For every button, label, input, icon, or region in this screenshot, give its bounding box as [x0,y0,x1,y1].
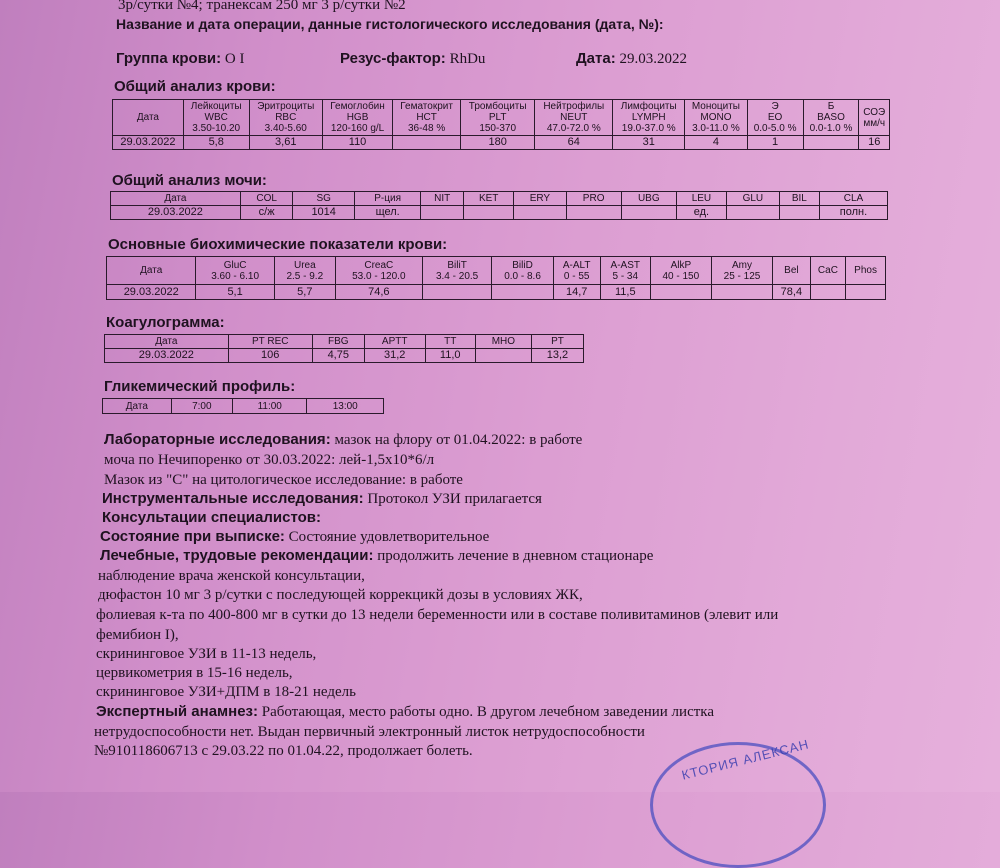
date-value: 29.03.2022 [619,51,687,67]
header-cell-line: Б [827,101,835,112]
data-cell [650,285,711,300]
data-cell: 11,0 [425,349,475,363]
header-cell-line: CreaC [364,259,394,271]
data-cell: 13,2 [531,349,583,363]
header-cell [492,257,553,285]
header-cell-line: СОЭ [863,106,886,118]
header-cell [364,335,425,349]
header-cell [779,192,819,206]
instr-label: Инструментальные исследования: [102,490,364,507]
data-cell [464,206,514,220]
data-cell [566,206,621,220]
header-cell [274,257,335,285]
header-cell [747,100,803,136]
header-cell-line: KET [478,193,499,204]
blood-group-row [116,50,244,68]
lab-value: мазок на флору от 01.04.2022: в работе [330,432,583,448]
data-cell: 180 [461,136,535,150]
header-cell-line: Гемоглобин [330,101,385,112]
data-cell: 5,1 [196,285,274,300]
header-cell-line: LYMPH [631,112,666,123]
rec-line-1 [100,547,653,565]
urine-table [110,191,888,220]
header-cell-line: 11:00 [257,400,282,412]
data-cell: 4,75 [312,349,364,363]
header-cell-line: 0.0-5.0 % [753,123,797,134]
header-cell-line: 47.0-72.0 % [546,123,601,134]
data-cell [803,136,859,150]
data-cell: с/ж [240,206,293,220]
header-cell [105,335,229,349]
biochem-title: Основные биохимические показатели крови: [108,236,448,253]
header-cell-line: 3.60 - 6.10 [211,270,259,282]
glycemic-table [102,398,384,414]
rec-label: Лечебные, трудовые рекомендации: [100,547,374,564]
header-cell [240,192,293,206]
header-cell [307,399,384,414]
header-cell [335,257,422,285]
data-cell: 29.03.2022 [113,136,184,150]
urine-data-row [111,206,888,220]
expert-line-2: нетрудоспособности нет. Выдан первичный электронный листок нетрудоспособности [94,724,645,740]
header-cell-line: PLT [488,112,507,123]
header-cell [293,192,354,206]
header-cell-line: Лейкоциты [190,101,242,112]
rec-value: продолжить лечение в дневном стационаре [373,548,654,564]
header-cell-line: FBG [328,336,349,347]
header-cell-line: 150-370 [479,123,517,134]
data-cell [393,136,461,150]
data-cell: полн. [819,206,887,220]
lab-line-3: Мазок из "С" на цитологическое исследование: в работе [104,472,463,488]
biochem-header-row [107,257,886,285]
header-cell-line: 19.0-37.0 % [621,123,676,134]
data-cell: 31,2 [364,349,425,363]
expert-value: Работающая, место работы одно. В другом лечебном заведении листка [258,704,714,720]
data-cell: ед. [676,206,726,220]
header-cell-line: Тромбоциты [468,101,527,112]
header-cell-line: 3.40-5.60 [264,123,307,134]
data-cell: 4 [685,136,747,150]
header-cell [773,257,811,285]
header-cell-line: Э [771,101,779,112]
header-cell [196,257,274,285]
header-cell-line: 5 - 34 [612,270,639,282]
status-value: Состояние удовлетворительное [284,529,490,545]
coag-header-row [105,335,584,349]
header-cell-line: AlkP [670,259,692,271]
data-cell: 1014 [293,206,354,220]
blood-group-label: Группа крови: [116,50,222,67]
header-cell-line: GluC [223,259,247,271]
data-cell [727,206,780,220]
header-cell [103,399,172,414]
data-cell: 3,61 [249,136,322,150]
data-cell: 14,7 [553,285,600,300]
cbc-header-row [113,100,890,136]
header-cell [553,257,600,285]
data-cell: 29.03.2022 [105,349,229,363]
header-cell [421,192,464,206]
header-cell [803,100,859,136]
header-cell-line: 0 - 55 [563,270,590,282]
header-cell-line: MONO [700,112,732,123]
rec-line-4: фолиевая к-та по 400-800 мг в сутки до 13 недели беременности или в составе поливитаминов (элевит или [96,607,779,623]
rh-label: Резус-фактор: [340,50,446,67]
header-cell [650,257,711,285]
header-cell-line: HCT [416,112,437,123]
cbc-title: Общий анализ крови: [114,78,276,95]
data-cell: щел. [354,206,420,220]
header-cell-line: Эритроциты [257,101,315,112]
header-cell [676,192,726,206]
data-cell: 16 [859,136,890,150]
glycemic-title: Гликемический профиль: [104,378,296,395]
operation-title: Название и дата операции, данные гистологического исследования (дата, №): [116,16,664,32]
header-cell-line: 120-160 g/L [330,123,385,134]
header-cell-line: 25 - 125 [723,270,761,282]
header-cell-line: Моноциты [691,101,740,112]
data-cell [779,206,819,220]
header-cell-line: Дата [136,112,159,123]
data-cell: 1 [747,136,803,150]
date-label: Дата: [576,50,616,67]
coag-title: Коагулограмма: [106,314,225,331]
lab-line-1 [104,431,582,449]
header-cell-line: UBG [637,193,660,204]
data-cell [475,349,531,363]
header-cell [228,335,312,349]
header-cell [566,192,621,206]
instr-value: Протокол УЗИ прилагается [363,491,542,507]
header-cell [531,335,583,349]
data-cell: 29.03.2022 [111,206,241,220]
header-cell-line: BiliD [512,259,533,271]
data-cell: 31 [613,136,685,150]
header-cell-line: Дата [164,193,187,204]
header-cell [685,100,747,136]
urine-header-row [111,192,888,206]
header-cell [113,100,184,136]
data-cell: 106 [228,349,312,363]
expert-line-1 [96,703,714,721]
expert-label: Экспертный анамнез: [96,703,258,720]
data-cell: 78,4 [773,285,811,300]
header-cell [727,192,780,206]
header-cell [425,335,475,349]
glycemic-header-row [103,399,384,414]
lab-line-2: моча по Нечипоренко от 30.03.2022: лей-1,5х10*6/л [104,452,435,468]
header-cell-line: A-AST [610,259,640,271]
header-cell-line: COL [256,193,277,204]
status-line [100,528,489,546]
header-cell [183,100,249,136]
header-cell [819,192,887,206]
header-cell-line: 2.5 - 9.2 [286,270,324,282]
header-cell-line: 0.0 - 8.6 [504,270,541,282]
header-cell-line: BASO [817,112,845,123]
biochem-data-row [107,285,886,300]
header-cell [859,100,890,136]
date-row [576,50,687,68]
data-cell: 110 [322,136,392,150]
header-cell [393,100,461,136]
header-cell-line: CaC [817,265,838,276]
header-cell-line: Гематокрит [400,101,453,112]
header-cell-line: 40 - 150 [662,270,700,282]
header-cell-line: PT REC [251,336,289,347]
header-cell-line: Дата [125,400,148,412]
rec-line-2: наблюдение врача женской консультации, [98,568,365,584]
header-cell-line: PRO [582,193,605,204]
header-cell-line: 7:00 [192,400,212,412]
header-cell [422,257,492,285]
data-cell: 64 [535,136,613,150]
consult-label: Консультации специалистов: [102,509,321,526]
header-cell [600,257,650,285]
rec-line-3: дюфастон 10 мг 3 р/сутки с последующей коррекцикй дозы в условиях ЖК, [98,587,583,603]
header-cell-line: Дата [140,265,163,276]
cbc-data-row [113,136,890,150]
stamp-text: КТОРИЯ АЛЕКСАН [680,736,811,783]
data-cell [621,206,676,220]
header-cell-line: APTT [381,336,408,347]
header-cell-line: NIT [434,193,451,204]
header-cell [846,257,886,285]
urine-title: Общий анализ мочи: [112,172,267,189]
header-cell [711,257,772,285]
header-cell [621,192,676,206]
lab-label: Лабораторные исследования: [104,431,331,448]
header-cell [232,399,307,414]
header-cell-line: SG [316,193,331,204]
header-cell-line: 0.0-1.0 % [809,123,853,134]
data-cell [514,206,566,220]
rec-line-5: фемибион I), [96,627,179,643]
header-cell-line: P-ция [374,193,401,204]
header-cell-line: A-ALT [562,259,591,271]
data-cell [422,285,492,300]
status-label: Состояние при выписке: [100,528,285,545]
header-cell-line: RBC [275,112,297,123]
header-cell-line: 3.50-10.20 [192,123,241,134]
header-cell-line: ERY [529,193,551,204]
data-cell: 74,6 [335,285,422,300]
header-cell-line: HGB [346,112,369,123]
header-cell [514,192,566,206]
header-cell-line: Дата [155,336,178,347]
header-cell [475,335,531,349]
header-cell-line: CLA [843,193,864,204]
header-cell-line: Urea [293,259,316,271]
header-cell-line: PT [551,336,564,347]
header-cell-line: LEU [691,193,712,204]
header-cell-line: 13:00 [332,400,358,412]
header-cell [171,399,232,414]
header-cell-line: EO [767,112,783,123]
cbc-table [112,99,890,150]
data-cell: 5,8 [183,136,249,150]
header-cell [107,257,196,285]
data-cell [492,285,553,300]
biochem-table [106,256,886,300]
data-cell: 11,5 [600,285,650,300]
expert-line-3: №910118606713 с 29.03.22 по 01.04.22, продолжает болеть. [94,743,473,759]
data-cell [810,285,845,300]
rec-line-8: скрининговое УЗИ+ДПМ в 18-21 недель [96,684,356,700]
header-cell-line: мм/ч [863,117,886,129]
header-cell-line: Лимфоциты [620,101,677,112]
data-cell [711,285,772,300]
header-cell-line: TT [444,336,457,347]
coag-data-row [105,349,584,363]
header-cell-line: МНО [491,336,516,347]
rec-line-7: цервикометрия в 15-16 недель, [96,665,293,681]
rec-line-6: скрининговое УЗИ в 11-13 недель, [96,646,317,662]
header-cell-line: Bel [784,265,799,276]
rh-row [340,50,485,68]
header-cell-line: NEUT [560,112,588,123]
header-cell-line: 53.0 - 120.0 [352,270,406,282]
header-cell [464,192,514,206]
data-cell: 29.03.2022 [107,285,196,300]
header-cell-line: WBC [204,112,228,123]
header-cell-line: 3.0-11.0 % [692,123,740,134]
header-cell [535,100,613,136]
header-cell [354,192,420,206]
header-cell-line: Amy [732,259,752,271]
header-cell-line: BiliT [447,259,467,271]
data-cell: 5,7 [274,285,335,300]
instr-line [102,490,542,508]
header-cell-line: GLU [742,193,764,204]
header-cell [322,100,392,136]
header-cell-line: 36-48 % [407,123,446,134]
header-cell [111,192,241,206]
header-cell [249,100,322,136]
data-cell [846,285,886,300]
header-cell [461,100,535,136]
header-cell [810,257,845,285]
header-cell-line: Phos [854,265,877,276]
header-cell [312,335,364,349]
header-cell-line: Нейтрофилы [543,101,605,112]
header-cell-line: BIL [791,193,807,204]
top-line: 3р/сутки №4; транексам 250 мг 3 р/сутки №2 [118,0,406,13]
blood-group-value: O I [224,51,245,67]
coag-table [104,334,584,363]
header-cell [613,100,685,136]
data-cell [421,206,464,220]
header-cell-line: 3.4 - 20.5 [435,270,479,282]
rh-value: RhDu [449,51,486,67]
